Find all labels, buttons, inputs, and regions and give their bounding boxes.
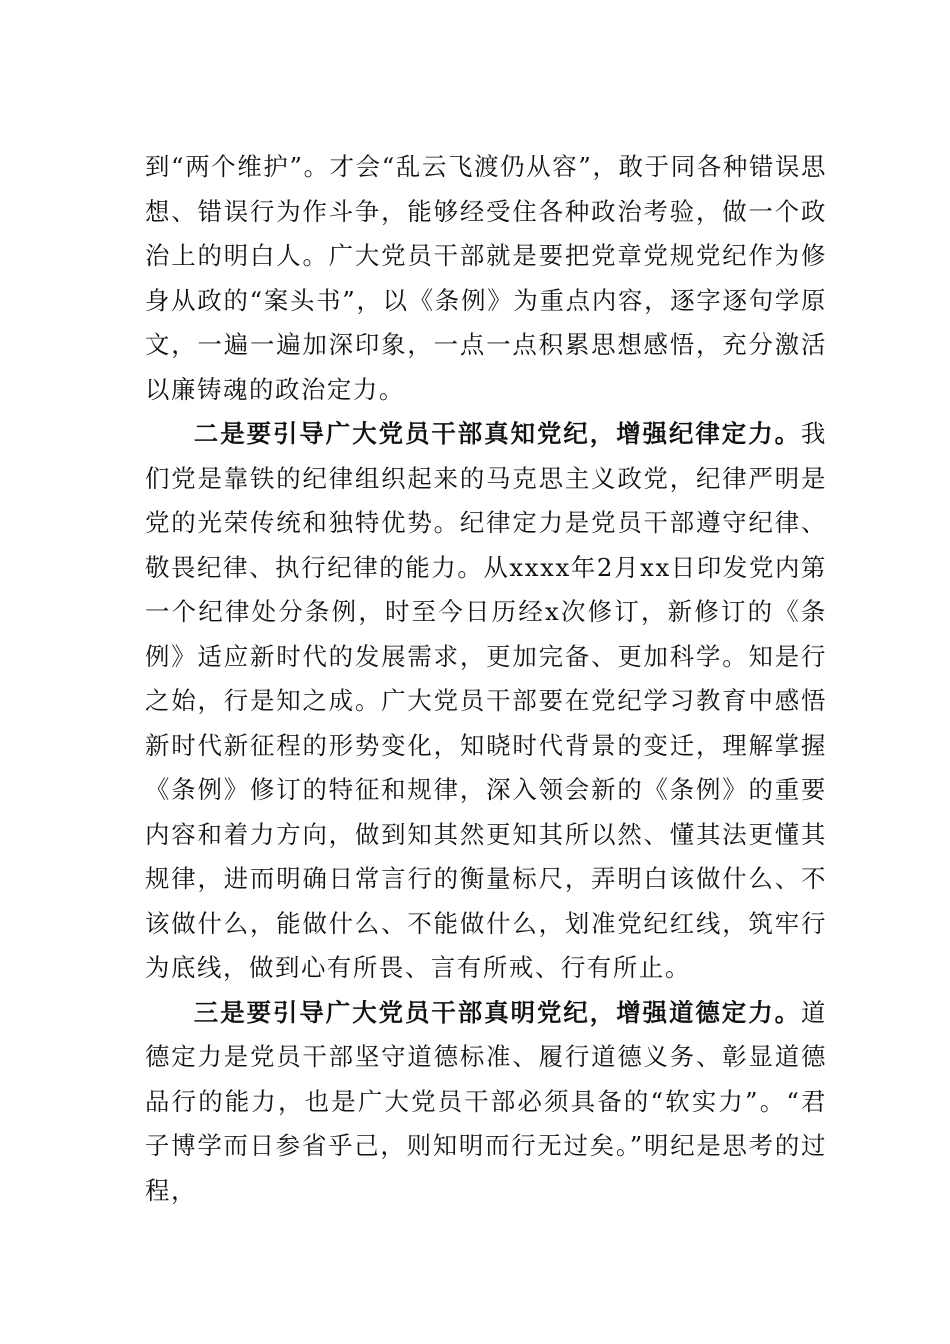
document-page: [145, 145, 827, 1213]
paragraph-3-heading: 三是要引导广大党员干部真明党纪，增强道德定力。: [193, 997, 801, 1027]
paragraph-2-heading: 二是要引导广大党员干部真知党纪，增强纪律定力。: [193, 419, 801, 448]
paragraph-3-text: 道德定力是党员干部坚守道德标准、履行道德义务、彰显道德品行的能力，也是广大党员干部必须具备的“软实力”。“君子博学而日参省乎己，则知明而行无过矣。”明纪是思考的过程，: [145, 997, 827, 1205]
paragraph-2-text: 我们党是靠铁的纪律组织起来的马克思主义政党，纪律严明是党的光荣传统和独特优势。纪律定力是党员干部遵守纪律、敬畏纪律、执行纪律的能力。从xxxx年2月xx日印发党内第一个纪律处分条例，时至今日历经x次修订，新修订的《条例》适应新时代的发展需求，更加完备、更加科学。知是行之始，行是知之成。广大党员干部要在党纪学习教育中感悟新时代新征程的形势变化，知晓时代背景的变迁，理解掌握《条例》修订的特征和规律，深入领会新的《条例》的重要内容和着力方向，做到知其然更知其所以然、懂其法更懂其规律，进而明确日常言行的衡量标尺，弄明白该做什么、不该做什么，能做什么、不能做什么，划准党纪红线，筑牢行为底线，做到心有所畏、言有所戒、行有所止。: [145, 419, 827, 982]
paragraph-point-three: [145, 991, 827, 1214]
paragraph-continued: [145, 145, 827, 412]
paragraph-1-text: 到“两个维护”。才会“乱云飞渡仍从容”，敢于同各种错误思想、错误行为作斗争，能够经受住各种政治考验，做一个政治上的明白人。广大党员干部就是要把党章党规党纪作为修身从政的“案头书”，以《条例》为重点内容，逐字逐句学原文，一遍一遍加深印象，一点一点积累思想感悟，充分激活以廉铸魂的政治定力。: [145, 152, 827, 404]
paragraph-point-two: [145, 412, 827, 991]
